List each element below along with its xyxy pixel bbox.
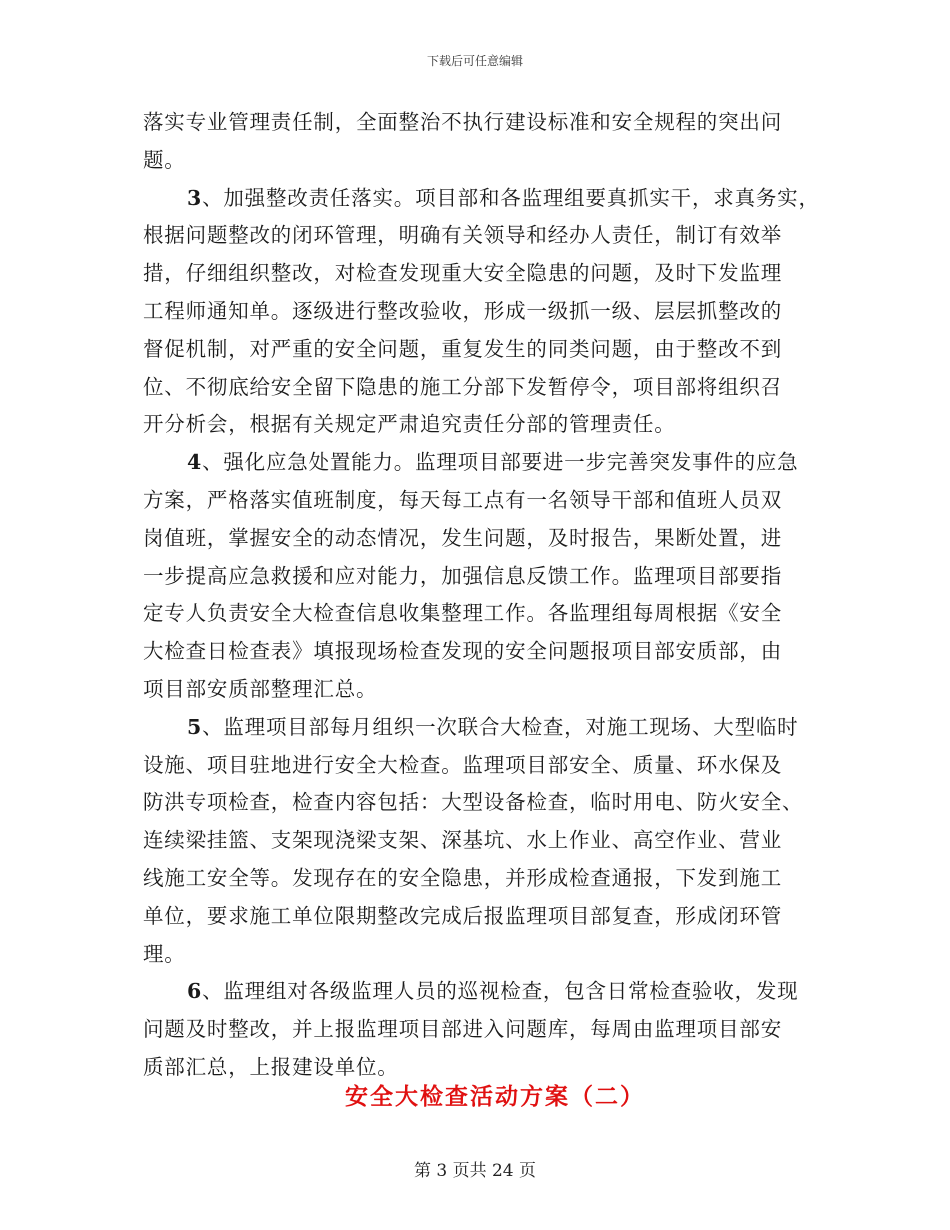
text-line	[143, 973, 823, 1011]
text-line	[143, 331, 823, 369]
line-text: 岗值班，掌握安全的动态情况，发生问题，及时报告，果断处置，进	[143, 525, 782, 550]
item-number: 3	[187, 185, 203, 210]
line-text: 防洪专项检查，检查内容包括：大型设备检查，临时用电、防火安全、	[143, 790, 804, 815]
text-line	[143, 1011, 823, 1049]
text-line	[143, 406, 823, 444]
text-line	[143, 369, 823, 407]
line-text: 工程师通知单。逐级进行整改验收，形成一级抓一级、层层抓整改的	[143, 298, 782, 323]
line-text: 、强化应急处置能力。监理项目部要进一步完善突发事件的应急	[202, 450, 799, 475]
page-header: 下载后可任意编辑	[426, 54, 523, 68]
line-text: 方案，严格落实值班制度，每天每工点有一名领导干部和值班人员双	[143, 487, 782, 512]
line-text: 、监理项目部每月组织一次联合大检查，对施工现场、大型临时	[202, 714, 799, 739]
text-line	[143, 482, 823, 520]
text-line	[143, 936, 823, 974]
text-line	[143, 444, 823, 482]
text-line	[143, 595, 823, 633]
line-text: 、加强整改责任落实。项目部和各监理组要真抓实干，求真务实，	[202, 185, 820, 210]
line-text: 督促机制，对严重的安全问题，重复发生的同类问题，由于整改不到	[143, 336, 782, 361]
text-line	[143, 633, 823, 671]
text-line	[143, 217, 823, 255]
text-line	[143, 142, 823, 180]
line-text: 项目部安质部整理汇总。	[143, 676, 378, 701]
text-line	[143, 822, 823, 860]
line-text: 定专人负责安全大检查信息收集整理工作。各监理组每周根据《安全	[143, 601, 782, 626]
section-title: 安全大检查活动方案（二）	[345, 1083, 645, 1110]
line-text: 质部汇总，上报建设单位。	[143, 1054, 399, 1079]
text-line	[143, 180, 823, 218]
text-line	[143, 671, 823, 709]
line-text: 根据问题整改的闭环管理，明确有关领导和经办人责任，制订有效举	[143, 223, 782, 248]
item-number: 5	[187, 714, 203, 739]
text-line	[143, 104, 823, 142]
text-line	[143, 860, 823, 898]
line-text: 落实专业管理责任制，全面整治不执行建设标准和安全规程的突出问	[143, 110, 782, 134]
page-footer: 第 3 页共 24 页	[413, 1161, 537, 1181]
line-text: 一步提高应急救援和应对能力，加强信息反馈工作。监理项目部要指	[143, 563, 782, 588]
line-text: 单位，要求施工单位限期整改完成后报监理项目部复查，形成闭环管	[143, 903, 782, 928]
line-text: 开分析会，根据有关规定严肃追究责任分部的管理责任。	[143, 412, 676, 437]
text-line	[143, 898, 823, 936]
line-text: 、监理组对各级监理人员的巡视检查，包含日常检查验收，发现	[202, 979, 799, 1004]
line-text: 大检查日检查表》填报现场检查发现的安全问题报项目部安质部，由	[143, 639, 782, 664]
text-line	[143, 520, 823, 558]
line-text: 题。	[143, 147, 186, 172]
document-body	[143, 104, 823, 1087]
line-text: 问题及时整改，并上报监理项目部进入问题库，每周由监理项目部安	[143, 1017, 782, 1042]
text-line	[143, 784, 823, 822]
line-text: 连续梁挂篮、支架现浇梁支架、深基坑、水上作业、高空作业、营业	[143, 828, 782, 853]
text-line	[143, 709, 823, 747]
line-text: 理。	[143, 941, 186, 966]
text-line	[143, 747, 823, 785]
text-line	[143, 558, 823, 596]
item-number: 4	[187, 450, 203, 475]
line-text: 措，仔细组织整改，对检查发现重大安全隐患的问题，及时下发监理	[143, 261, 782, 286]
text-line	[143, 293, 823, 331]
text-line	[143, 255, 823, 293]
line-text: 设施、项目驻地进行安全大检查。监理项目部安全、质量、环水保及	[143, 752, 782, 777]
line-text: 线施工安全等。发现存在的安全隐患，并形成检查通报，下发到施工	[143, 865, 782, 890]
line-text: 位、不彻底给安全留下隐患的施工分部下发暂停令，项目部将组织召	[143, 374, 782, 399]
item-number: 6	[187, 979, 203, 1004]
